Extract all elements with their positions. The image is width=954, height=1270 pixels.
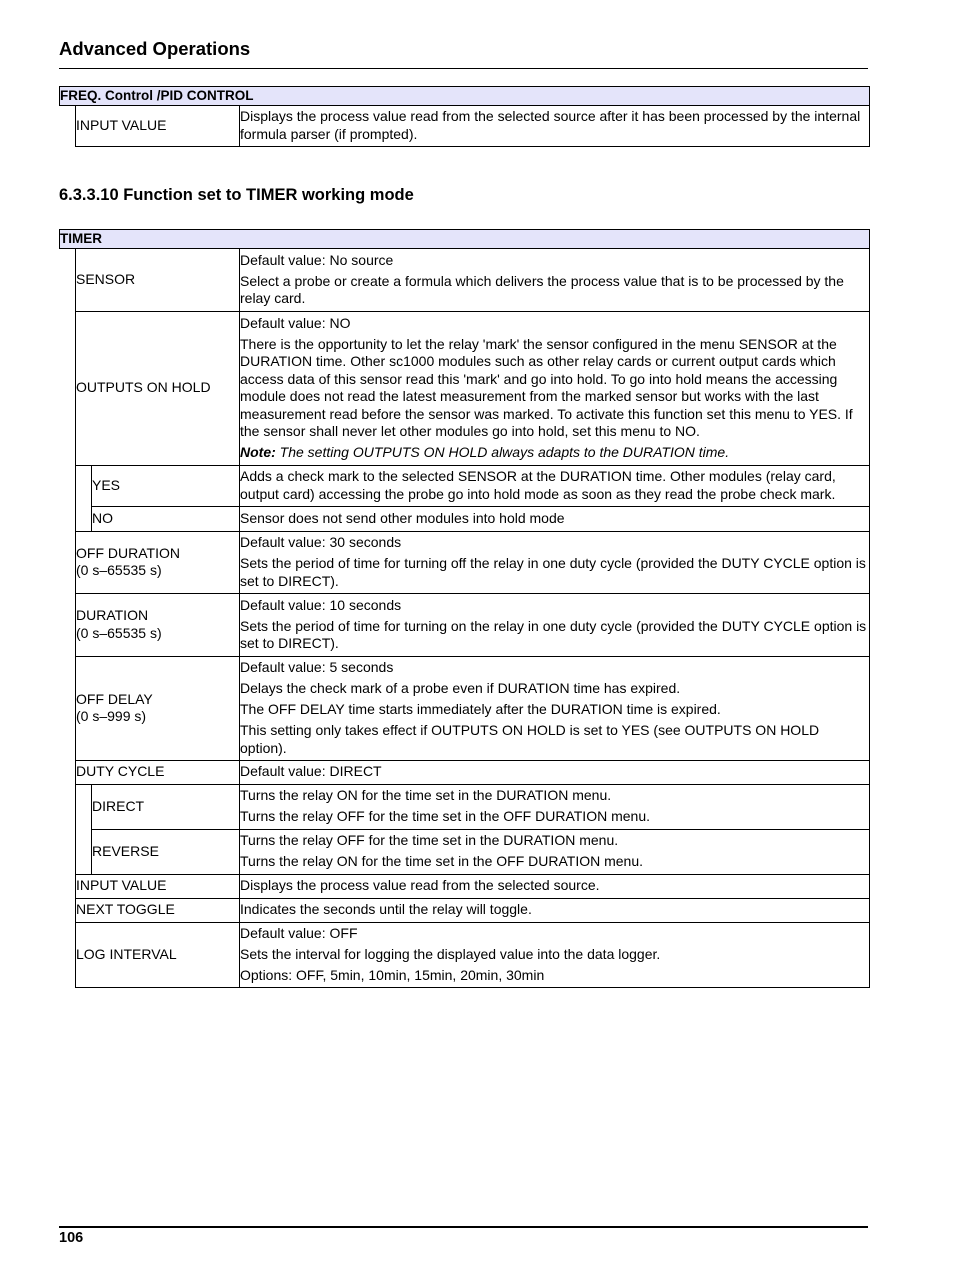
row-label: NO [92,506,240,531]
table-row [60,311,870,465]
row-label: REVERSE [92,829,240,874]
row-label: DIRECT [92,784,240,829]
row-description: Default value: No source Select a probe or create a formula which delivers the process value that is to be processed by the relay card. [240,248,870,311]
row-description: Default value: 30 seconds Sets the period of time for turning off the relay in one duty cycle (provided the DUTY CYCLE option is set to DIRECT). [240,531,870,593]
table-row [60,829,870,874]
row-label: OFF DELAY (0 s–999 s) [76,656,240,760]
table-row [60,531,870,593]
row-description: Default value: 5 seconds Delays the check mark of a probe even if DURATION time has expired. The OFF DELAY time starts immediately after the DURATION time is expired. This setting only takes effect if OUTPUTS ON HOLD is set to YES (see OUTPUTS ON HOLD option). [240,656,870,760]
row-description: Turns the relay ON for the time set in the DURATION menu. Turns the relay OFF for the time set in the OFF DURATION menu. [240,784,870,829]
row-label: DUTY CYCLE [76,760,240,784]
row-label: INPUT VALUE [76,105,240,146]
row-description: Default value: NO There is the opportunity to let the relay 'mark' the sensor configured in the menu SENSOR at the DURATION time. Other sc1000 modules such as other relay cards or current output cards which access data of this sensor read this 'mark' and go into hold. To go into hold means the accessing module does not read the latest measurement from the marked sensor but works with the last measurement read before the sensor was marked. To activate this function set this menu to YES. If the sensor shall never let other modules go into hold, set this menu to NO. Note: The setting OUTPUTS ON HOLD always adapts to the DURATION time. [240,311,870,465]
row-label: INPUT VALUE [76,874,240,898]
table-row [60,656,870,760]
row-label: YES [92,465,240,506]
row-description: Default value: OFF Sets the interval for logging the displayed value into the data logger. Options: OFF, 5min, 10min, 15min, 20min, 30min [240,922,870,987]
row-description: Default value: 10 seconds Sets the period of time for turning on the relay in one duty cycle (provided the DUTY CYCLE option is set to DIRECT). [240,593,870,656]
table-row [60,465,870,506]
table-row [60,922,870,987]
row-label: SENSOR [76,248,240,311]
row-description: Displays the process value read from the selected source after it has been processed by the internal formula parser (if prompted). [240,105,870,146]
row-label: DURATION (0 s–65535 s) [76,593,240,656]
table-row [60,593,870,656]
footer-rule [59,1226,868,1228]
timer-table [59,229,870,988]
table-row [60,506,870,531]
row-description: Sensor does not send other modules into hold mode [240,506,870,531]
header-rule [59,68,868,69]
row-label: OFF DURATION (0 s–65535 s) [76,531,240,593]
section-title: 6.3.3.10 Function set to TIMER working mode [59,186,414,204]
row-description: Indicates the seconds until the relay will toggle. [240,898,870,922]
row-description: Default value: DIRECT [240,760,870,784]
row-description: Adds a check mark to the selected SENSOR at the DURATION time. Other modules (relay card, output card) accessing the probe go into hold mode as soon as they read the probe check mark. [240,465,870,506]
page-header: Advanced Operations [59,38,251,59]
table-row [60,874,870,898]
row-description: Displays the process value read from the selected source. [240,874,870,898]
table-row [60,248,870,311]
freq-table-header: FREQ. Control /PID CONTROL [60,87,870,106]
table-row [60,784,870,829]
table-row [60,898,870,922]
row-label: LOG INTERVAL [76,922,240,987]
row-description: Turns the relay OFF for the time set in the DURATION menu. Turns the relay ON for the time set in the OFF DURATION menu. [240,829,870,874]
note: Note: The setting OUTPUTS ON HOLD always adapts to the DURATION time. [240,444,730,460]
table-row [60,105,870,146]
row-label: OUTPUTS ON HOLD [76,311,240,465]
row-label: NEXT TOGGLE [76,898,240,922]
timer-table-header: TIMER [60,230,870,249]
page-number: 106 [59,1230,84,1246]
table-row [60,760,870,784]
freq-control-table [59,86,870,147]
